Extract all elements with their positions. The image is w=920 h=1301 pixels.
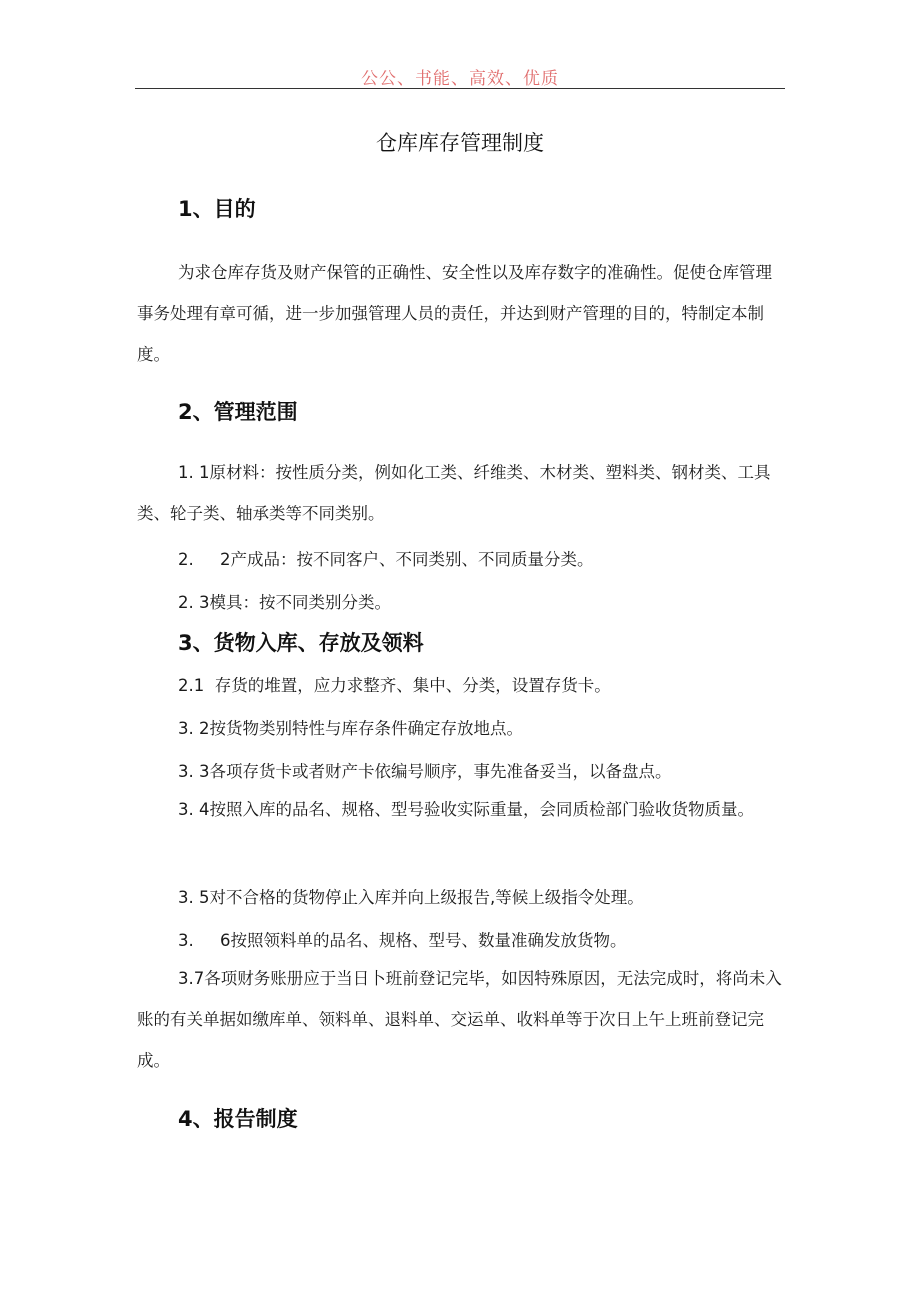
storage-item-3-2: 3. 2按货物类别特性与库存条件确定存放地点。 [178,719,523,738]
storage-item-3-7: 3.7各项财务账册应于当日卜班前登记完毕，如因特殊原因，无法完成时，将尚未入账的有关单据如缴库单、领料单、退料单、交运单、收料单等于次日上午上班前登记完成。 [137,969,782,1070]
section-heading-storage: 3、货物入库、存放及领料 [178,631,424,655]
page-header-slogan: 公公、书能、高效、优质 [361,69,559,89]
section-heading-reporting: 4、报告制度 [178,1107,298,1131]
scope-item-raw-materials: 1. 1原材料：按性质分类，例如化工类、纤维类、木材类、塑料类、钢材类、工具类、轮子类、轴承类等不同类别。 [137,463,771,523]
storage-item-3-6: 3. 6按照领料单的品名、规格、型号、数量准确发放货物。 [178,931,627,950]
scope-item-molds: 2. 3模具：按不同类别分类。 [178,593,391,612]
section-heading-scope: 2、管理范围 [178,400,298,424]
storage-item-3-5: 3. 5对不合格的货物停止入库并向上级报告,等候上级指令处理。 [178,888,644,907]
scope-item-finished-products: 2. 2产成品：按不同客户、不同类别、不同质量分类。 [178,550,594,569]
document-title: 仓库库存管理制度 [376,131,544,155]
header-divider [135,88,785,89]
purpose-paragraph: 为求仓库存货及财产保管的正确性、安全性以及库存数字的准确性。促使仓库管理事务处理有章可循，进一步加强管理人员的责任，并达到财产管理的目的，特制定本制度。 [137,263,772,364]
storage-item-3-4: 3. 4按照入库的品名、规格、型号验收实际重量，会同质检部门验收货物质量。 [178,800,754,819]
storage-item-3-3: 3. 3各项存货卡或者财产卡依编号顺序，事先准备妥当，以备盘点。 [178,762,672,781]
section-heading-purpose: 1、目的 [178,197,256,221]
storage-item-2-1: 2.1 存货的堆置，应力求整齐、集中、分类，设置存货卡。 [178,676,611,695]
